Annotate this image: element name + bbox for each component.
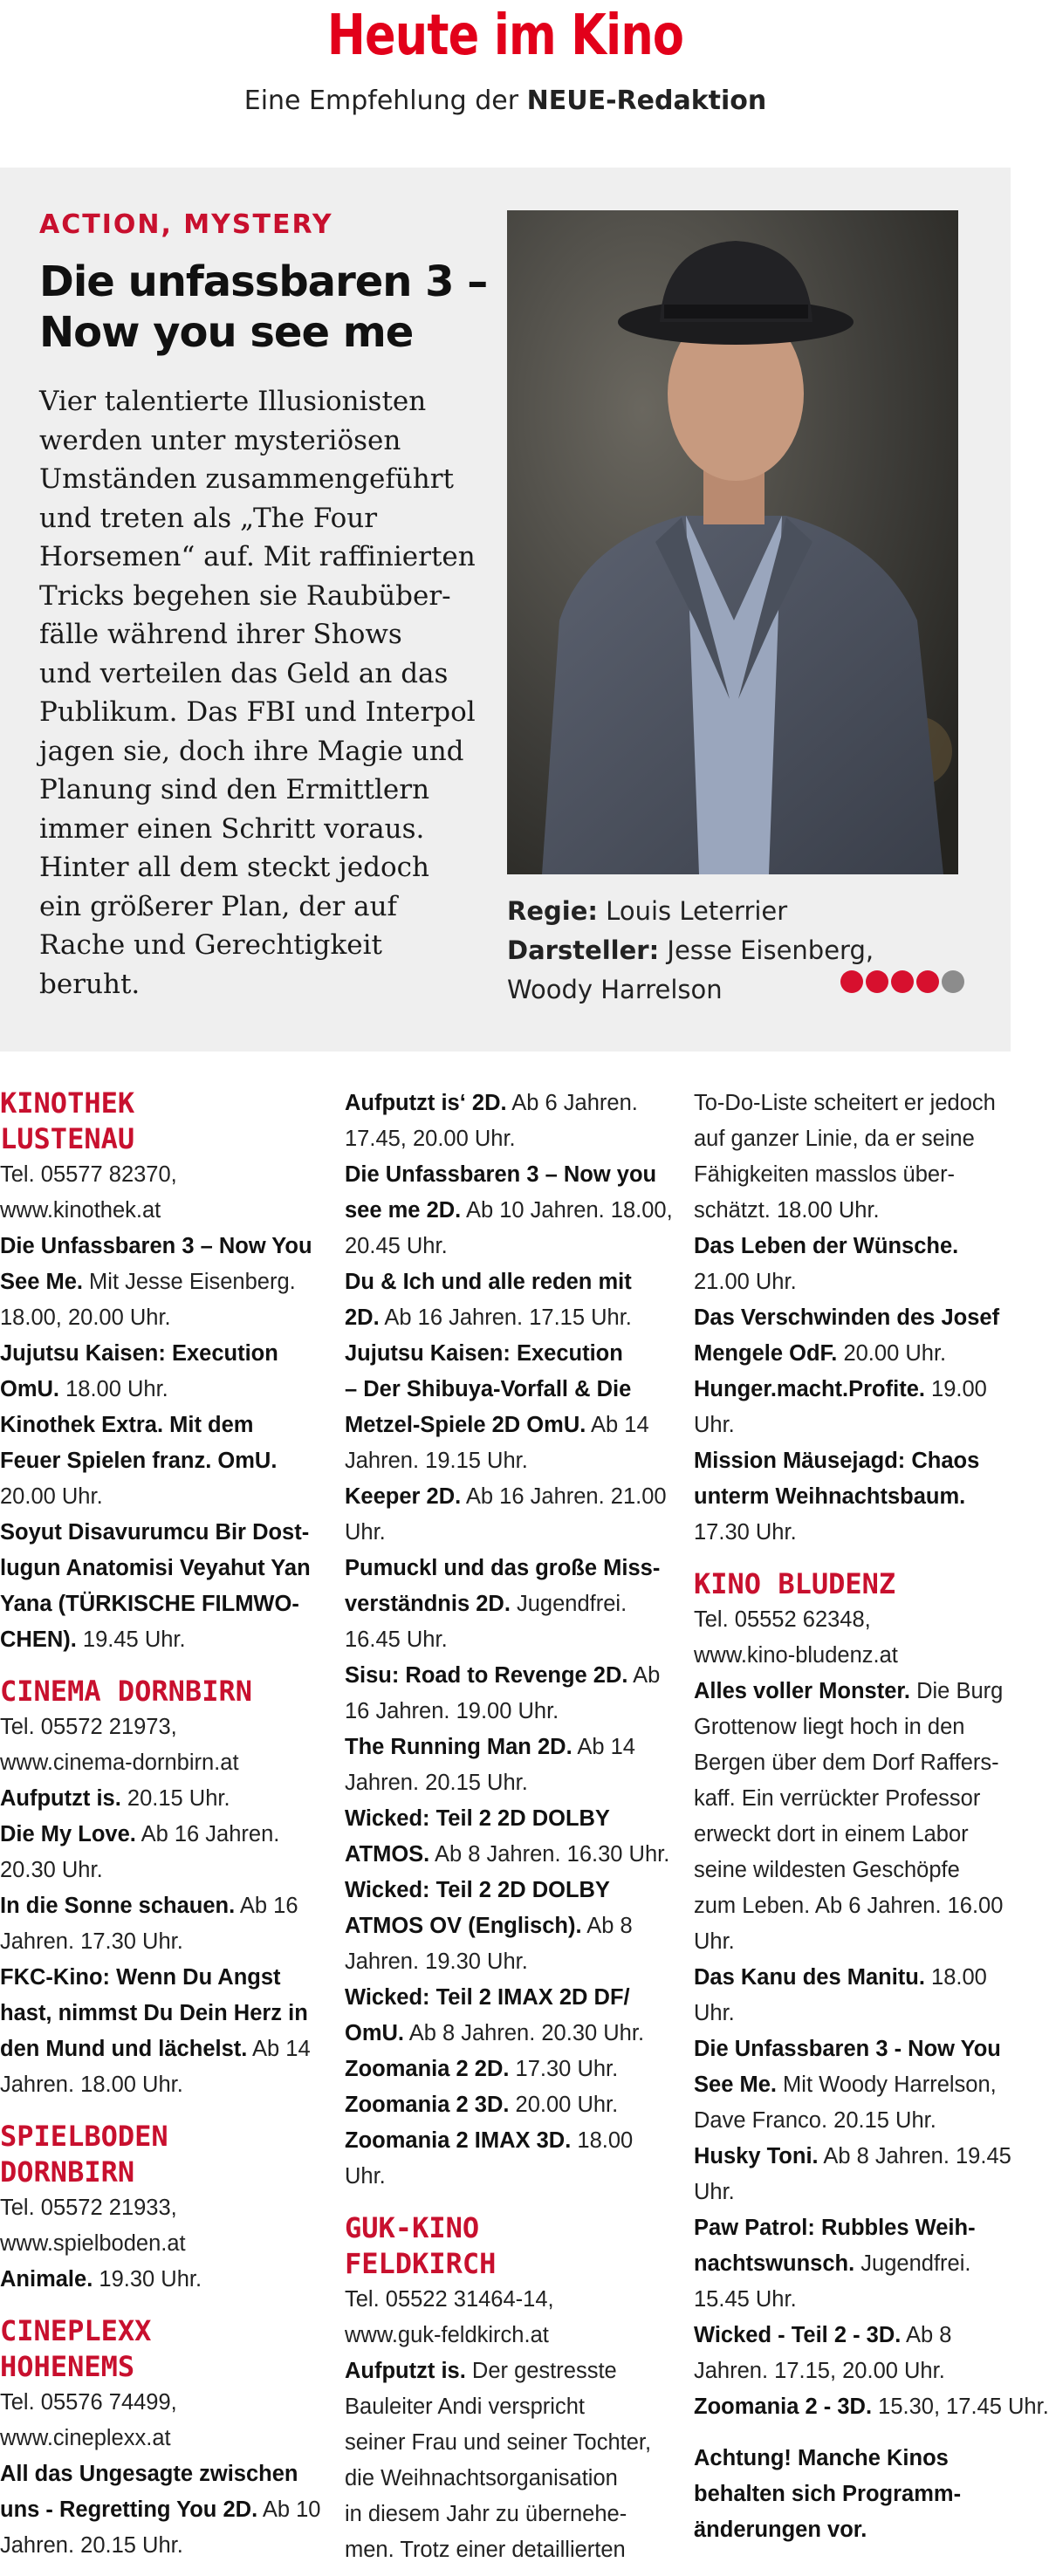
film-description: Bauleiter Andi verspricht <box>345 2394 585 2419</box>
showtime: Uhr. <box>694 2001 735 2025</box>
film-listing <box>694 1960 1018 1996</box>
film-listing <box>694 2067 1018 2103</box>
showtime: Uhr. <box>694 1413 735 1437</box>
film-listing <box>0 1229 325 1264</box>
synopsis-line: werden unter mysteriösen <box>39 424 401 456</box>
film-name: Jujutsu Kaisen: Execution <box>0 1341 278 1366</box>
cinema-name: KINOTHEK <box>0 1086 135 1120</box>
film-listing <box>345 1801 669 1837</box>
film-name: nachtswunsch. <box>694 2251 855 2276</box>
film-description: Bergen über dem Dorf Raffers- <box>694 1750 999 1775</box>
showtime: Jahren. 19.30 Uhr. <box>345 1949 528 1974</box>
section-gap <box>694 1551 1018 1566</box>
film-name: see me 2D. <box>345 1198 462 1223</box>
film-name: Sisu: Road to Revenge 2D. <box>345 1663 628 1688</box>
film-listing <box>345 1157 669 1193</box>
cinema-phone: Tel. 05522 31464-14, <box>345 2287 554 2312</box>
film-name: ATMOS OV (Englisch). <box>345 1914 582 1938</box>
notice-text: behalten sich Programm- <box>694 2482 962 2506</box>
cast-label: Darsteller: <box>507 935 660 965</box>
cinema-website: www.spielboden.at <box>0 2231 186 2256</box>
film-listing <box>345 1980 669 2016</box>
director-label: Regie: <box>507 896 598 926</box>
film-name: FKC-Kino: Wenn Du Angst <box>0 1965 281 1990</box>
film-info: 17.30 Uhr. <box>509 2057 619 2081</box>
film-name: Zoomania 2 IMAX 3D. <box>345 2128 572 2153</box>
film-listing <box>345 1300 669 1336</box>
cinema-name: CINEMA DORNBIRN <box>0 1675 252 1708</box>
section-gap <box>0 2103 325 2119</box>
film-listing <box>694 1479 1018 1515</box>
synopsis-line: Vier talentierte Illusionisten <box>39 386 427 417</box>
film-name: Alles voller Monster. <box>694 1679 911 1703</box>
cinema-name: CINEPLEXX <box>0 2314 152 2347</box>
synopsis-line: beruht. <box>39 968 141 1000</box>
film-listing <box>345 1658 669 1694</box>
film-name: Die Unfassbaren 3 – Now You <box>0 1234 312 1258</box>
film-listing <box>694 1229 1018 1264</box>
film-listing <box>0 1586 325 1622</box>
showtime: 17.45, 20.00 Uhr. <box>345 1127 516 1151</box>
showtime: Uhr. <box>345 2164 386 2189</box>
film-description: seine wildesten Geschöpfe <box>694 1858 960 1882</box>
film-listing <box>0 2492 325 2528</box>
film-listing <box>694 2318 1018 2353</box>
film-listing <box>345 1479 669 1515</box>
showtime: Jahren. 19.15 Uhr. <box>345 1449 528 1473</box>
synopsis-line: Rache und Gerechtigkeit <box>39 929 383 961</box>
film-description: kaff. Ein verrückter Professor <box>694 1786 981 1811</box>
showtime: Jahren. 18.00 Uhr. <box>0 2072 183 2097</box>
cinema-name: KINO BLUDENZ <box>694 1567 896 1600</box>
film-listing <box>345 1372 669 1408</box>
section-gap <box>345 2195 669 2210</box>
film-description: seiner Frau und seiner Tochter, <box>345 2430 652 2455</box>
film-description: auf ganzer Linie, da er seine <box>694 1127 975 1151</box>
film-info: Ab 6 Jahren. <box>506 1091 638 1115</box>
cinema-website: www.kino-bludenz.at <box>694 1643 898 1668</box>
film-info: Die Burg <box>910 1679 1004 1703</box>
film-info: Ab 16 Jahren. 17.15 Uhr. <box>379 1305 632 1330</box>
film-name: Animale. <box>0 2267 93 2292</box>
cinema-name: HOHENEMS <box>0 2350 135 2383</box>
rating-dot-filled <box>840 970 863 993</box>
film-name: All das Ungesagte zwischen <box>0 2462 298 2486</box>
film-name: unterm Weihnachtsbaum. <box>694 1484 966 1509</box>
film-info: Ab 8 Jahren. 19.45 <box>818 2144 1011 2168</box>
synopsis-line: Hinter all dem steckt jedoch <box>39 852 429 883</box>
featured-film-box <box>0 168 1011 1052</box>
cinema-name: FELDKIRCH <box>345 2247 497 2280</box>
film-info: 18.00 <box>571 2128 634 2153</box>
showtime: Jahren. 20.15 Uhr. <box>0 2533 183 2558</box>
film-description: in diesem Jahr zu übernehe- <box>345 2502 627 2526</box>
film-listing <box>0 1551 325 1586</box>
synopsis-line: Tricks begehen sie Raubüber- <box>39 579 451 612</box>
showtime: Uhr. <box>694 1929 735 1954</box>
film-listing <box>0 1622 325 1658</box>
film-info: 19.00 <box>924 1377 987 1401</box>
film-info: Ab 14 <box>247 2037 311 2061</box>
synopsis-line: Planung sind den Ermittlern <box>39 774 430 805</box>
cast-line <box>507 931 978 970</box>
film-listing <box>0 1996 325 2031</box>
film-info: 15.30, 17.45 Uhr. <box>872 2394 1049 2419</box>
film-info: 18.00 Uhr. <box>59 1377 168 1401</box>
cinema-phone: Tel. 05552 62348, <box>694 1607 871 1632</box>
film-info: Ab 10 Jahren. 18.00, <box>461 1198 673 1223</box>
film-listing <box>0 1781 325 1817</box>
film-name: Yana (TÜRKISCHE FILMWO- <box>0 1592 299 1616</box>
film-name: Das Kanu des Manitu. <box>694 1965 925 1990</box>
film-listing <box>0 1515 325 1551</box>
film-listing <box>0 1960 325 1996</box>
notice-text: änderungen vor. <box>694 2518 867 2542</box>
film-name: ATMOS. <box>345 1842 430 1867</box>
film-description: zum Leben. Ab 6 Jahren. 16.00 <box>694 1894 1004 1918</box>
film-listing <box>694 1674 1018 1709</box>
showtime: 21.00 Uhr. <box>694 1270 797 1294</box>
film-name: Mission Mäusejagd: Chaos <box>694 1449 980 1473</box>
film-listing <box>0 1408 325 1443</box>
film-info: 20.00 Uhr. <box>837 1341 947 1366</box>
cinema-name: LUSTENAU <box>0 1122 135 1155</box>
film-title-line: Now you see me <box>39 308 414 357</box>
film-info: Ab 14 <box>586 1413 649 1437</box>
film-genre: ACTION, MYSTERY <box>39 209 333 240</box>
film-name: See Me. <box>694 2072 777 2097</box>
showtime: 20.30 Uhr. <box>0 1858 103 1882</box>
synopsis-line: Horsemen“ auf. Mit raffinierten <box>39 541 476 572</box>
film-listing <box>694 2210 1018 2246</box>
film-name: lugun Anatomisi Veyahut Yan <box>0 1556 311 1580</box>
film-info: 18.00 <box>924 1965 987 1990</box>
film-name: Hunger.macht.Profite. <box>694 1377 925 1401</box>
cinema-phone: Tel. 05572 21933, <box>0 2196 177 2220</box>
showtime: Jahren. 17.15, 20.00 Uhr. <box>694 2359 945 2383</box>
page-title: Heute im Kino <box>326 3 684 68</box>
film-name: Die Unfassbaren 3 - Now You <box>694 2037 1001 2061</box>
cinema-website: www.cinema-dornbirn.at <box>0 1750 239 1775</box>
film-title <box>39 257 511 358</box>
film-listing <box>0 1443 325 1479</box>
film-listing <box>694 2389 1049 2425</box>
page-subtitle <box>0 86 1011 116</box>
cinema-name: DORNBIRN <box>0 2155 135 2189</box>
listings-column-2 <box>345 1086 673 2568</box>
showtime: 16.45 Uhr. <box>345 1627 448 1652</box>
rating-dot-filled <box>916 970 939 993</box>
film-info: Ab 14 <box>572 1735 635 1759</box>
showtime: Uhr. <box>694 2180 735 2204</box>
film-name: Aufputzt is‘ 2D. <box>345 1091 507 1115</box>
section-gap <box>0 2298 325 2313</box>
film-name: Die My Love. <box>0 1822 136 1846</box>
film-info: Der gestresste <box>465 2359 617 2383</box>
showtime: 20.00 Uhr. <box>0 1484 103 1509</box>
film-name: den Mund und lächelst. <box>0 2037 248 2061</box>
film-name: Mengele OdF. <box>694 1341 838 1366</box>
film-listing <box>345 1551 669 1586</box>
film-name: Kinothek Extra. Mit dem <box>0 1413 254 1437</box>
cinema-website: www.kinothek.at <box>0 1198 161 1223</box>
actor-portrait-illustration <box>507 210 958 874</box>
film-name: In die Sonne schauen. <box>0 1894 236 1918</box>
film-name: Paw Patrol: Rubbles Weih- <box>694 2216 976 2240</box>
showtime: 15.45 Uhr. <box>694 2287 797 2312</box>
film-name: Zoomania 2 3D. <box>345 2093 510 2117</box>
film-name: 2D. <box>345 1305 380 1330</box>
film-description: erweckt dort in einem Labor <box>694 1822 969 1846</box>
film-listing <box>694 2031 1018 2067</box>
film-listing <box>345 2016 669 2052</box>
film-name: OmU. <box>0 1377 60 1401</box>
film-description: Grottenow liegt hoch in den <box>694 1715 965 1739</box>
listings-column-1 <box>0 1086 325 2564</box>
film-listing <box>345 1586 669 1622</box>
film-name: Pumuckl und das große Miss- <box>345 1556 661 1580</box>
notice-text: Achtung! Manche Kinos <box>694 2446 949 2470</box>
film-name: Wicked - Teil 2 - 3D. <box>694 2323 902 2347</box>
film-name: Wicked: Teil 2 2D DOLBY <box>345 1878 610 1902</box>
film-name: Zoomania 2 - 3D. <box>694 2394 873 2419</box>
film-listing <box>0 1817 325 1853</box>
synopsis-line: und treten als „The Four <box>39 502 378 534</box>
film-listing <box>345 1908 669 1944</box>
subtitle-brand: NEUE-Redaktion <box>526 86 767 116</box>
film-info: Ab 8 Jahren. 16.30 Uhr. <box>429 1842 670 1867</box>
rating-dot-filled <box>866 970 888 993</box>
notice <box>694 2512 1018 2548</box>
film-listing <box>345 1730 669 1765</box>
director-name: Louis Leterrier <box>597 896 788 926</box>
film-name: Metzel-Spiele 2D OmU. <box>345 1413 586 1437</box>
showtime: 16 Jahren. 19.00 Uhr. <box>345 1699 559 1723</box>
film-description: Fähigkeiten masslos über- <box>694 1162 956 1187</box>
synopsis-line: und verteilen das Geld an das <box>39 657 449 689</box>
film-listing <box>694 1372 1018 1408</box>
film-info: Ab <box>627 1663 661 1688</box>
film-name: CHEN). <box>0 1627 77 1652</box>
film-name: Keeper 2D. <box>345 1484 462 1509</box>
film-listing <box>345 2123 669 2159</box>
showtime: Jahren. 17.30 Uhr. <box>0 1929 183 1954</box>
film-name: – Der Shibuya-Vorfall & Die <box>345 1377 632 1401</box>
cast-line-2: Woody Harrelson <box>507 975 723 1004</box>
film-info: 20.00 Uhr. <box>509 2093 619 2117</box>
subtitle-prefix: Eine Empfehlung der <box>243 86 527 116</box>
cinema-website: www.cineplexx.at <box>0 2426 171 2450</box>
film-listing <box>345 1336 669 1372</box>
film-listing <box>0 1372 325 1408</box>
rating-dot-filled <box>891 970 914 993</box>
showtime: schätzt. 18.00 Uhr. <box>694 1198 880 1223</box>
film-info: 19.30 Uhr. <box>93 2267 202 2292</box>
showtime: 20.45 Uhr. <box>345 1234 448 1258</box>
film-name: Husky Toni. <box>694 2144 819 2168</box>
film-name: See Me. <box>0 1270 83 1294</box>
film-listing <box>345 1264 669 1300</box>
film-listing <box>0 1336 325 1372</box>
film-name: Aufputzt is. <box>0 1786 121 1811</box>
film-name: Jujutsu Kaisen: Execution <box>345 1341 623 1366</box>
film-info: Ab 8 <box>901 2323 952 2347</box>
film-name: Das Leben der Wünsche. <box>694 1234 959 1258</box>
film-listing <box>694 2139 1018 2175</box>
film-listing <box>345 1873 669 1908</box>
film-name: Das Verschwinden des Josef <box>694 1305 1000 1330</box>
film-name: Wicked: Teil 2 IMAX 2D DF/ <box>345 1985 630 2010</box>
film-name: hast, nimmst Du Dein Herz in <box>0 2001 308 2025</box>
film-info: Ab 16 Jahren. <box>135 1822 280 1846</box>
film-info: Ab 16 Jahren. 21.00 <box>461 1484 667 1509</box>
film-listing <box>694 1443 1018 1479</box>
film-name: Zoomania 2 2D. <box>345 2057 510 2081</box>
film-name: Du & Ich und alle reden mit <box>345 1270 632 1294</box>
film-listing <box>0 2456 325 2492</box>
film-name: The Running Man 2D. <box>345 1735 572 1759</box>
film-info: 20.15 Uhr. <box>120 1786 230 1811</box>
film-listing <box>0 1264 325 1300</box>
film-title-line: Die unfassbaren 3 – <box>39 257 488 306</box>
showtime: Uhr. <box>345 1520 386 1545</box>
film-name: OmU. <box>345 2021 405 2045</box>
cinema-phone: Tel. 05577 82370, <box>0 1162 177 1187</box>
film-listing <box>694 2246 1018 2282</box>
film-listing <box>0 2031 325 2067</box>
film-listing <box>345 2353 669 2389</box>
showtime: 17.30 Uhr. <box>694 1520 797 1545</box>
showtime: 18.00, 20.00 Uhr. <box>0 1305 171 1330</box>
section-gap <box>694 2425 1018 2441</box>
film-name: Feuer Spielen franz. OmU. <box>0 1449 278 1473</box>
film-description: To-Do-Liste scheitert er jedoch <box>694 1091 996 1115</box>
rating-dot-empty <box>942 970 964 993</box>
film-listing <box>694 1300 1018 1336</box>
film-listing <box>0 2262 325 2298</box>
synopsis-line: Umständen zusammengeführt <box>39 463 455 495</box>
showtime: Dave Franco. 20.15 Uhr. <box>694 2108 936 2133</box>
synopsis-line: ein größerer Plan, der auf <box>39 890 398 922</box>
film-listing <box>345 2052 669 2087</box>
director-line <box>507 892 978 931</box>
film-name: uns - Regretting You 2D. <box>0 2497 258 2522</box>
film-info: Mit Jesse Eisenberg. <box>82 1270 296 1294</box>
film-info: Ab 16 <box>235 1894 298 1918</box>
film-name: Soyut Disavurumcu Bir Dost- <box>0 1520 310 1545</box>
cinema-name: SPIELBODEN <box>0 2120 168 2153</box>
film-info: Mit Woody Harrelson, <box>776 2072 997 2097</box>
film-listing <box>345 1408 669 1443</box>
film-still-photo <box>507 210 958 874</box>
film-info: Jugendfrei. <box>510 1592 627 1616</box>
film-listing <box>0 1888 325 1924</box>
film-name: Die Unfassbaren 3 – Now you <box>345 1162 657 1187</box>
film-listing <box>345 2087 669 2123</box>
cinema-website: www.guk-feldkirch.at <box>345 2323 549 2347</box>
showtime: Jahren. 20.15 Uhr. <box>345 1771 528 1795</box>
film-info: Ab 10 <box>257 2497 321 2522</box>
notice <box>694 2441 1018 2477</box>
section-gap <box>0 1658 325 1674</box>
film-name: Aufputzt is. <box>345 2359 466 2383</box>
film-listing <box>345 1193 673 1229</box>
rating-dots <box>840 970 964 993</box>
film-info: Jugendfrei. <box>854 2251 971 2276</box>
film-listing <box>694 1336 1018 1372</box>
film-description: men. Trotz einer detaillierten <box>345 2538 626 2562</box>
film-info: 19.45 Uhr. <box>76 1627 186 1652</box>
film-listing <box>345 1837 669 1873</box>
cinema-phone: Tel. 05576 74499, <box>0 2390 177 2415</box>
film-listing <box>345 1086 669 1121</box>
cast-names: Jesse Eisenberg, <box>659 935 874 965</box>
synopsis-line: immer einen Schritt voraus. <box>39 812 425 845</box>
synopsis-line: Publikum. Das FBI und Interpol <box>39 696 476 728</box>
film-name: Wicked: Teil 2 2D DOLBY <box>345 1806 610 1831</box>
synopsis-line: jagen sie, doch ihre Magie und <box>39 735 464 767</box>
film-synopsis <box>39 382 493 1004</box>
film-info: Ab 8 Jahren. 20.30 Uhr. <box>404 2021 645 2045</box>
synopsis-line: fälle während ihrer Shows <box>39 619 402 650</box>
film-description: die Weihnachtsorganisation <box>345 2466 618 2490</box>
film-name: verständnis 2D. <box>345 1592 511 1616</box>
listings-column-3 <box>694 1086 1049 2548</box>
film-info: Ab 8 <box>581 1914 633 1938</box>
cinema-phone: Tel. 05572 21973, <box>0 1715 177 1739</box>
cinema-name: GUK-KINO <box>345 2211 480 2244</box>
notice <box>694 2477 1018 2512</box>
